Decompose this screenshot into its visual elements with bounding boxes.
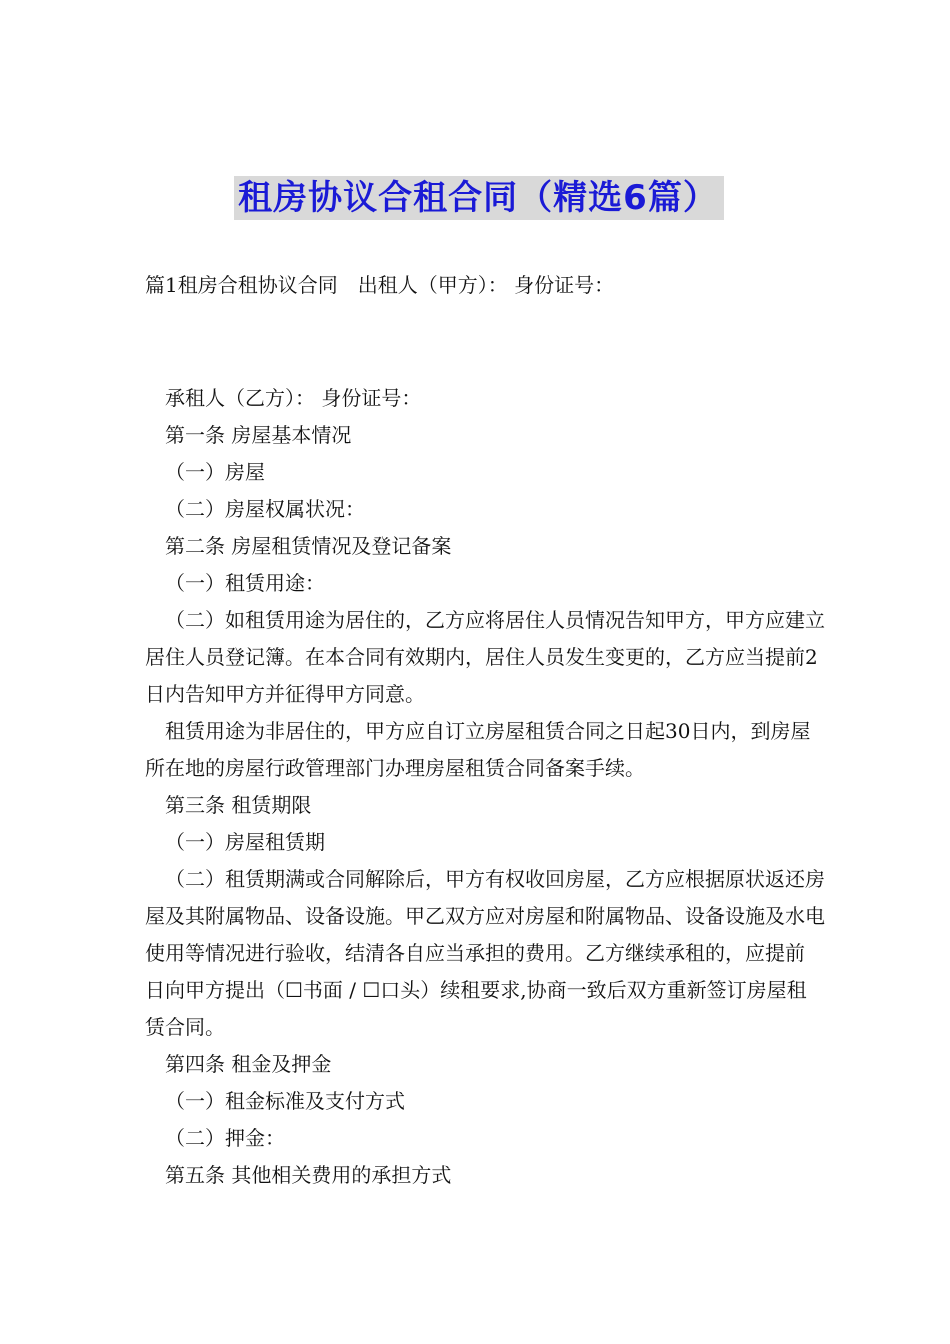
article-2-heading: 第二条 房屋租赁情况及登记备案 — [165, 534, 452, 558]
title-container — [0, 176, 950, 220]
article-2-item-1: （一）租赁用途： — [165, 571, 325, 595]
header-line: 篇1租房合租协议合同 出租人（甲方）： 身份证号： — [145, 273, 615, 297]
article-4-item-1: （一）租金标准及支付方式 — [165, 1089, 405, 1113]
article-2-item-2: （二）如租赁用途为居住的，乙方应将居住人员情况告知甲方，甲方应建立居住人员登记簿。在本合同有效期内，居住人员发生变更的，乙方应当提前2日内告知甲方并征得甲方同意。 — [145, 608, 825, 706]
document-title: 租房协议合租合同（精选6篇） — [234, 176, 724, 220]
article-4-item-2: （二）押金： — [165, 1126, 285, 1150]
article-1-item-2: （二）房屋权属状况： — [165, 497, 365, 521]
article-2-nonresidential: 租赁用途为非居住的，甲方应自订立房屋租赁合同之日起30日内，到房屋所在地的房屋行政管理部门办理房屋租赁合同备案手续。 — [145, 719, 811, 780]
article-3-heading: 第三条 租赁期限 — [165, 793, 312, 817]
article-1-heading: 第一条 房屋基本情况 — [165, 423, 352, 447]
article-5-heading: 第五条 其他相关费用的承担方式 — [165, 1163, 452, 1187]
document-body — [145, 380, 825, 1194]
paragraph-tenant: 承租人（乙方）： 身份证号： — [165, 386, 422, 410]
article-3-item-1: （一）房屋租赁期 — [165, 830, 325, 854]
article-4-heading: 第四条 租金及押金 — [165, 1052, 332, 1076]
article-1-item-1: （一）房屋 — [165, 460, 265, 484]
article-3-item-2: （二）租赁期满或合同解除后，甲方有权收回房屋，乙方应根据原状返还房屋及其附属物品、设备设施。甲乙双方应对房屋和附属物品、设备设施及水电使用等情况进行验收，结清各自应当承担的费用。乙方继续承租的，应提前 日向甲方提出（☐书面 / ☐口头）续租要求,协商一致后双方重新签订房屋租赁合同。 — [145, 867, 825, 1039]
